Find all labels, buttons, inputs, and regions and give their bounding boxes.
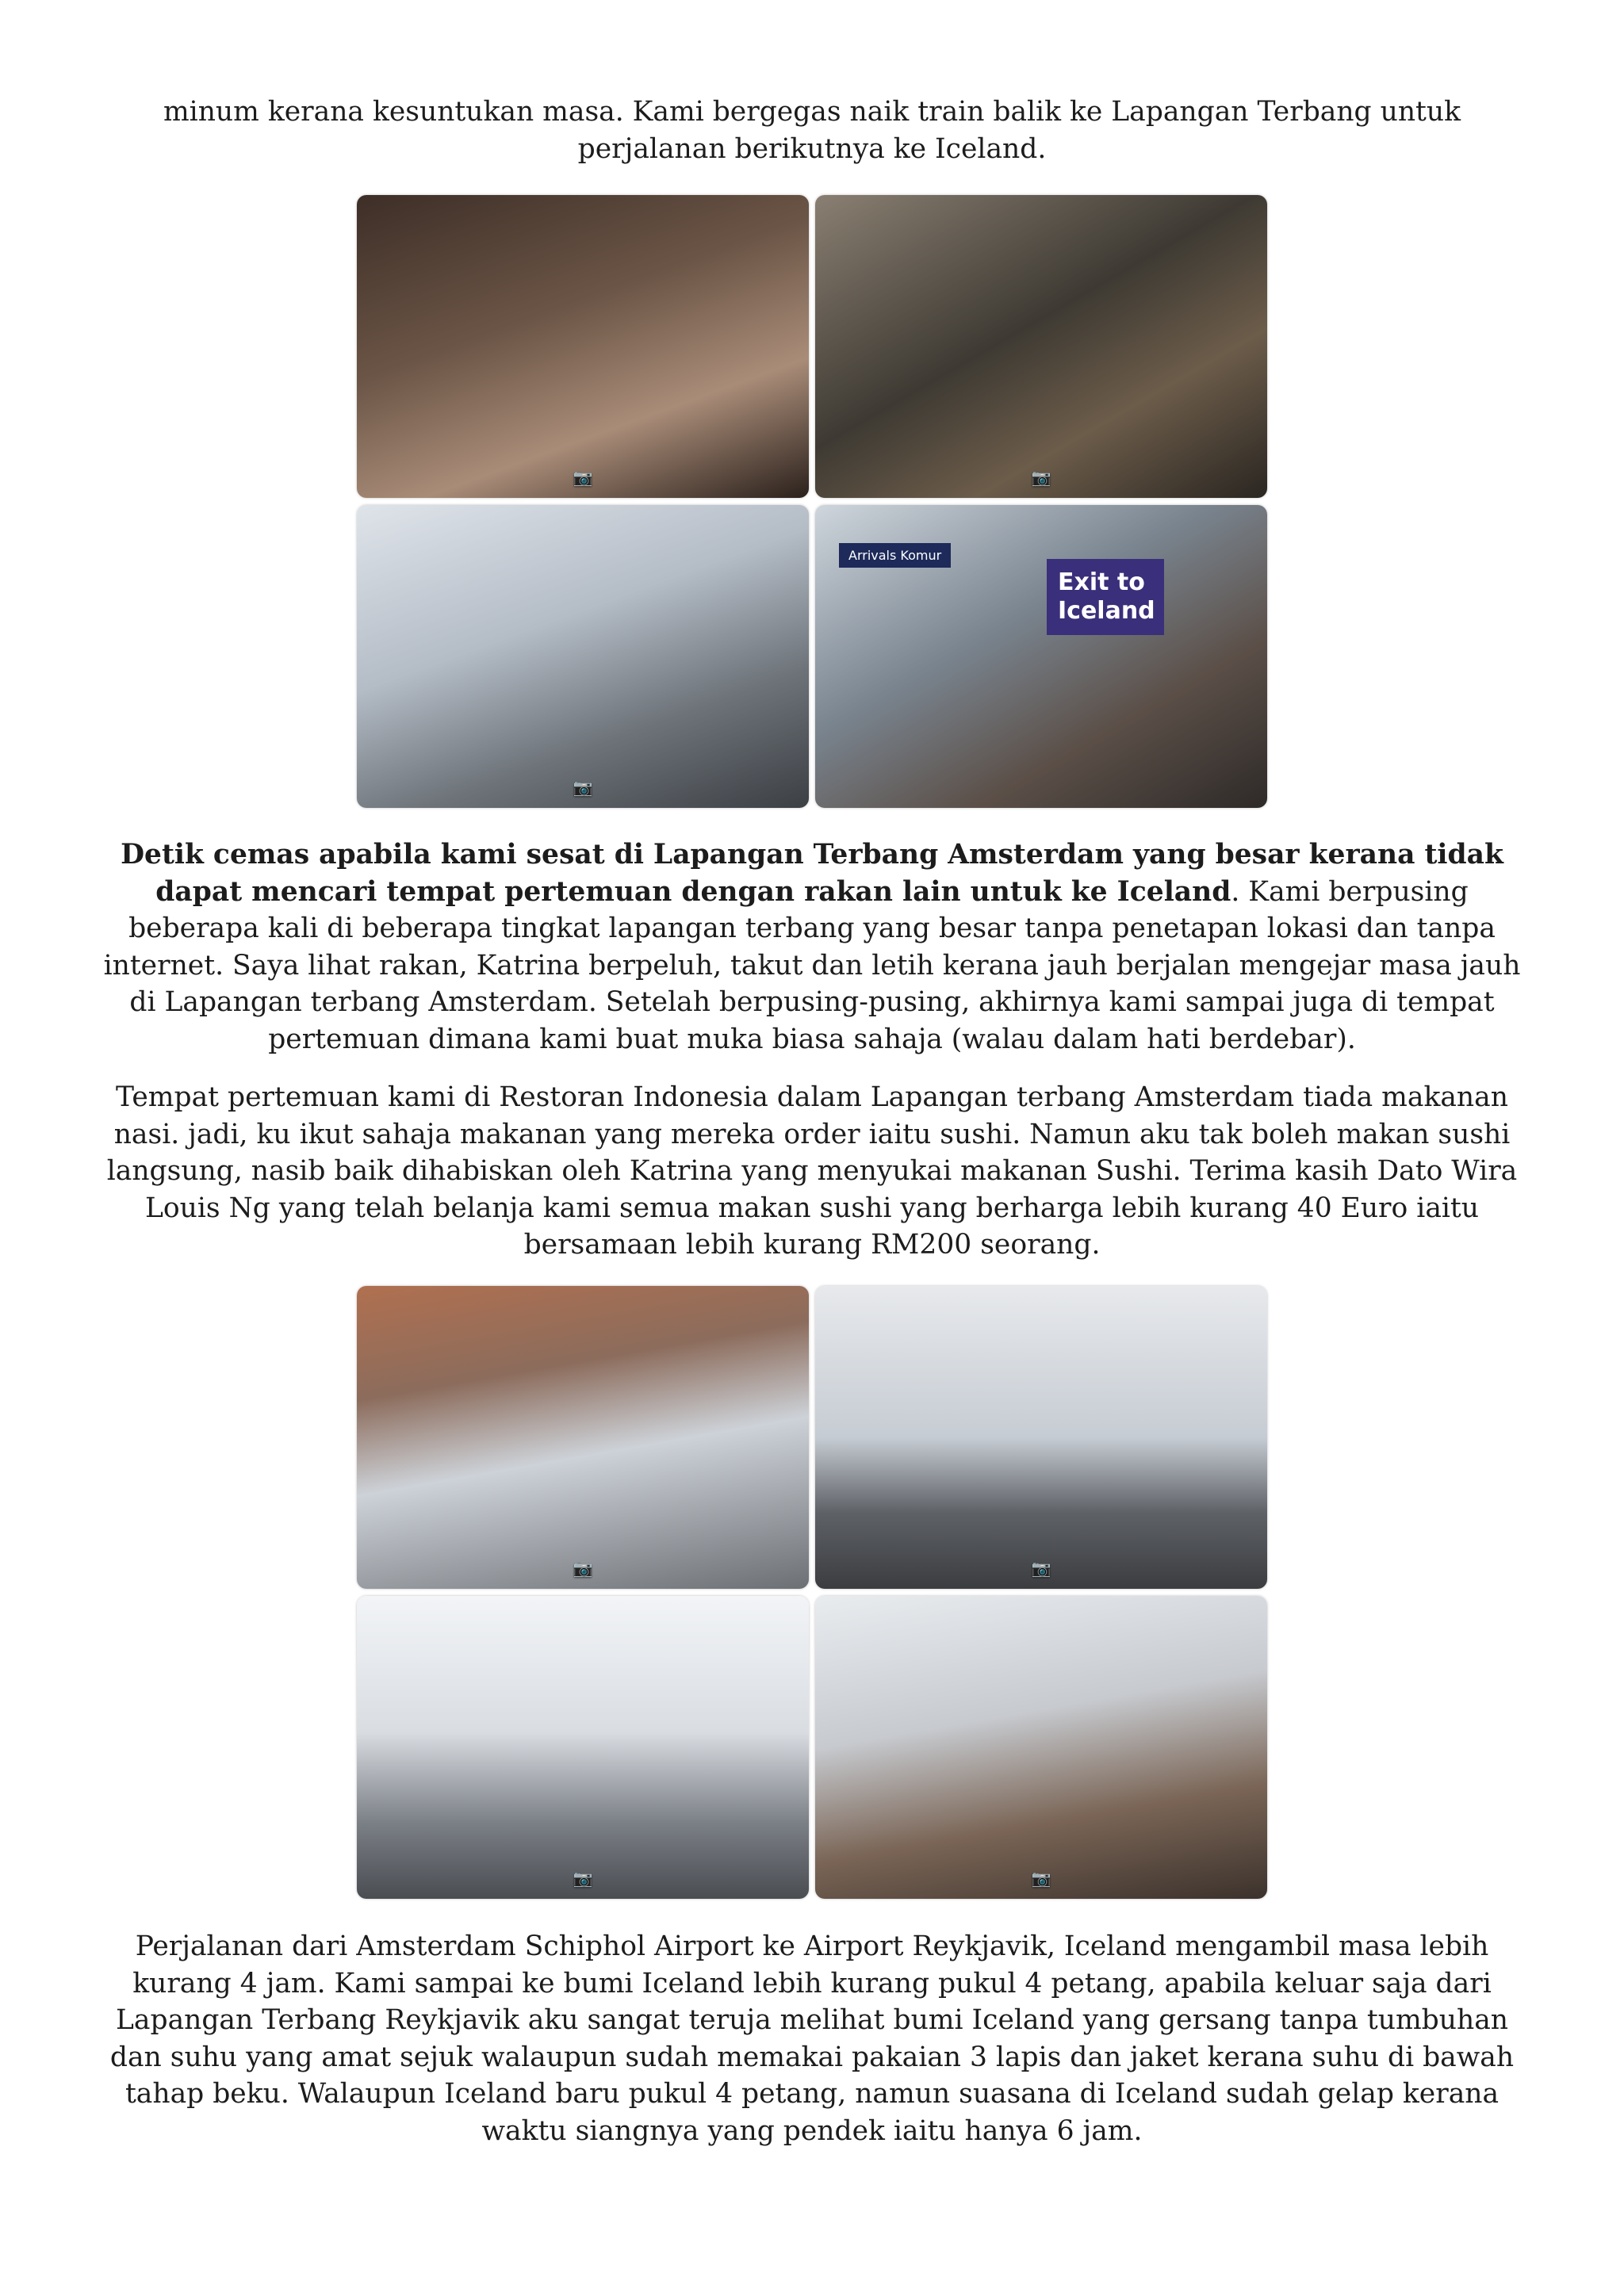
image-placeholder-icon: 📷 — [573, 778, 593, 797]
photo-escalator-selfie — [357, 505, 809, 808]
image-placeholder-icon: 📷 — [573, 1869, 593, 1888]
paragraph-lost-rest: . Kami berpusing beberapa kali di beberapa tingkat lapangan terbang yang besar tanpa penetapan lokasi dan tanpa internet. Saya lihat rakan, Katrina berpeluh, takut dan letih kerana jauh berjalan mengejar masa jauh di Lapangan terbang Amsterdam. Setelah berpusing-pusing, akhirnya kami sampai juga di tempat pertemuan dimana kami buat muka biasa sahaja (walau dalam hati berdebar). — [103, 875, 1521, 1055]
image-placeholder-icon: 📷 — [1031, 468, 1051, 487]
photo-restaurant-group — [357, 195, 809, 498]
paragraph-journey-to-iceland: Perjalanan dari Amsterdam Schiphol Airport ke Airport Reykjavik, Iceland mengambil masa lebih kurang 4 jam. Kami sampai ke bumi Iceland lebih kurang pukul 4 petang, apabila keluar saja dari Lapangan Terbang Reykjavik aku sangat teruja melihat bumi Iceland yang gersang tanpa tumbuhan dan suhu yang amat sejuk walaupun sudah memakai pakaian 3 lapis dan jaket kerana suhu di bawah tahap beku. Walaupun Iceland baru pukul 4 petang, namun suasana di Iceland sudah gelap kerana waktu siangnya yang pendek iaitu hanya 6 jam. — [109, 1931, 1515, 2147]
photo-statues — [815, 1286, 1267, 1589]
paragraph-intro: minum kerana kesuntukan masa. Kami bergegas naik train balik ke Lapangan Terbang untuk perjalanan berikutnya ke Iceland. — [163, 96, 1461, 165]
image-placeholder-icon: 📷 — [573, 468, 593, 487]
paragraph-restaurant: Tempat pertemuan kami di Restoran Indonesia dalam Lapangan terbang Amsterdam tiada makanan nasi. jadi, ku ikut sahaja makanan yang mereka order iaitu sushi. Namun aku tak boleh makan sushi langsung, nasib baik dihabiskan oleh Katrina yang menyukai makanan Sushi. Terima kasih Dato Wira Louis Ng yang telah belanja kami semua makan sushi yang berharga lebih kurang 40 Euro iaitu bersamaan lebih kurang RM200 seorang. — [106, 1081, 1518, 1261]
photo-airport-carpark — [357, 1596, 809, 1899]
photo-grid-amsterdam — [357, 195, 1267, 808]
photo-thumbs-up-sushi — [815, 195, 1267, 498]
paragraph-lost-bold: Detik cemas apabila kami sesat di Lapangan Terbang Amsterdam yang besar kerana tidak dapat mencari tempat pertemuan dengan rakan lain untuk ke Iceland — [121, 839, 1503, 908]
image-placeholder-icon: 📷 — [1031, 1559, 1051, 1578]
photo-arrival-group-luggage — [357, 1286, 809, 1589]
photo-grid-iceland — [357, 1286, 1267, 1899]
paragraph-lost-in-airport — [94, 836, 1530, 1058]
photo-exit-to-iceland — [815, 505, 1267, 808]
photo-iceland-selfie — [815, 1596, 1267, 1899]
arrivals-sign: Arrivals Komur — [839, 543, 951, 568]
exit-to-iceland-sign: Exit to Iceland — [1047, 559, 1164, 635]
image-placeholder-icon: 📷 — [573, 1559, 593, 1578]
image-placeholder-icon: 📷 — [1031, 1869, 1051, 1888]
